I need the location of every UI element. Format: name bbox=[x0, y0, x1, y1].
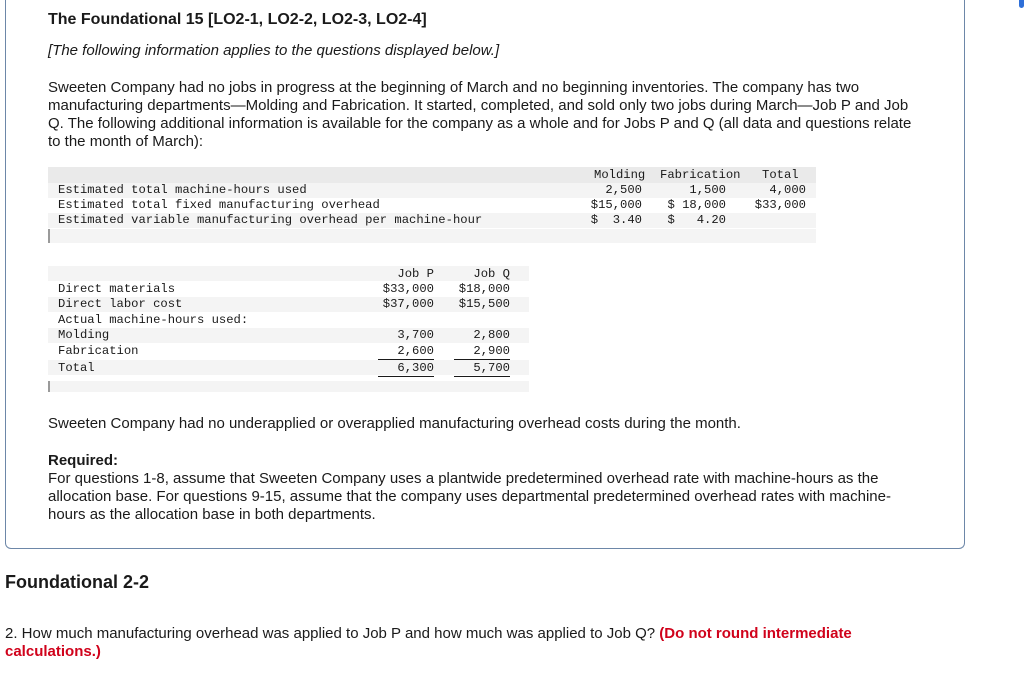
cell-value: 6,300 bbox=[397, 361, 434, 375]
subtotal-rule bbox=[378, 359, 434, 360]
cell-value: $18,000 bbox=[458, 282, 510, 296]
section-title: Foundational 2-2 bbox=[5, 572, 149, 592]
row-label: Estimated variable manufacturing overhead per machine-hour bbox=[58, 213, 483, 227]
subtotal-rule bbox=[454, 359, 510, 360]
question-text bbox=[5, 625, 945, 661]
row-label: Direct materials bbox=[58, 282, 176, 296]
row-label: Estimated total fixed manufacturing overhead bbox=[58, 198, 380, 212]
cell-value: $ 3.40 bbox=[590, 213, 642, 227]
cell-value: $ 18,000 bbox=[667, 198, 726, 212]
cell-value: $15,500 bbox=[458, 297, 510, 311]
row-label: Molding bbox=[58, 328, 110, 342]
table-footer bbox=[48, 381, 529, 392]
cell-value: 4,000 bbox=[769, 183, 806, 197]
question-prompt: 2. How much manufacturing overhead was applied to Job P and how much was applied to Job Q? bbox=[5, 625, 660, 642]
page-title: The Foundational 15 [LO2-1, LO2-2, LO2-3, LO2-4] bbox=[48, 11, 427, 28]
scroll-indicator bbox=[1019, 0, 1024, 8]
cell-value: 2,500 bbox=[605, 183, 642, 197]
row-label: Total bbox=[58, 361, 95, 375]
cell-value: 5,700 bbox=[473, 361, 510, 375]
row-label: Estimated total machine-hours used bbox=[58, 183, 307, 197]
cell-value: 1,500 bbox=[689, 183, 726, 197]
table-footer bbox=[48, 229, 816, 243]
cell-value: 2,900 bbox=[473, 344, 510, 358]
column-header-molding: Molding bbox=[594, 168, 646, 182]
cell-value: $33,000 bbox=[754, 198, 806, 212]
cell-value: $37,000 bbox=[382, 297, 434, 311]
required-heading: Required: bbox=[48, 452, 119, 469]
row-label: Fabrication bbox=[58, 344, 139, 358]
overhead-note: Sweeten Company had no underapplied or overapplied manufacturing overhead costs during the month. bbox=[48, 415, 741, 432]
row-label: Direct labor cost bbox=[58, 297, 183, 311]
cell-value: 2,800 bbox=[473, 328, 510, 342]
column-header-job-q: Job Q bbox=[473, 267, 510, 281]
overhead-estimates-table bbox=[48, 167, 816, 243]
column-header-fabrication: Fabrication bbox=[660, 168, 741, 182]
cell-value: 3,700 bbox=[397, 328, 434, 342]
job-costs-table bbox=[48, 266, 529, 392]
cell-value: 2,600 bbox=[397, 344, 434, 358]
cell-value: $ 4.20 bbox=[667, 213, 726, 227]
question-instruction: (Do not round intermediate calculations.) bbox=[5, 625, 852, 660]
intro-paragraph: Sweeten Company had no jobs in progress at the beginning of March and no beginning inventories. The company has two manufacturing departments—Molding and Fabrication. It started, completed, and sold only two jobs during March—Job P and Job Q. The following additional information is available for the company as a whole and for Jobs P and Q (all data and questions relate to the month of March): bbox=[48, 79, 912, 150]
total-rule bbox=[378, 376, 434, 377]
required-body: For questions 1-8, assume that Sweeten Company uses a plantwide predetermined overhead rate with machine-hours as the allocation base. For questions 9-15, assume that the company uses departmental predetermined overhead rates with machine-hours as the allocation base in both departments. bbox=[48, 470, 891, 523]
total-rule bbox=[454, 376, 510, 377]
row-label: Actual machine-hours used: bbox=[58, 313, 249, 327]
column-header-job-p: Job P bbox=[397, 267, 434, 281]
cell-value: $33,000 bbox=[382, 282, 434, 296]
page-subtitle: [The following information applies to the questions displayed below.] bbox=[48, 42, 500, 59]
column-header-total: Total bbox=[762, 168, 799, 182]
cell-value: $15,000 bbox=[590, 198, 642, 212]
